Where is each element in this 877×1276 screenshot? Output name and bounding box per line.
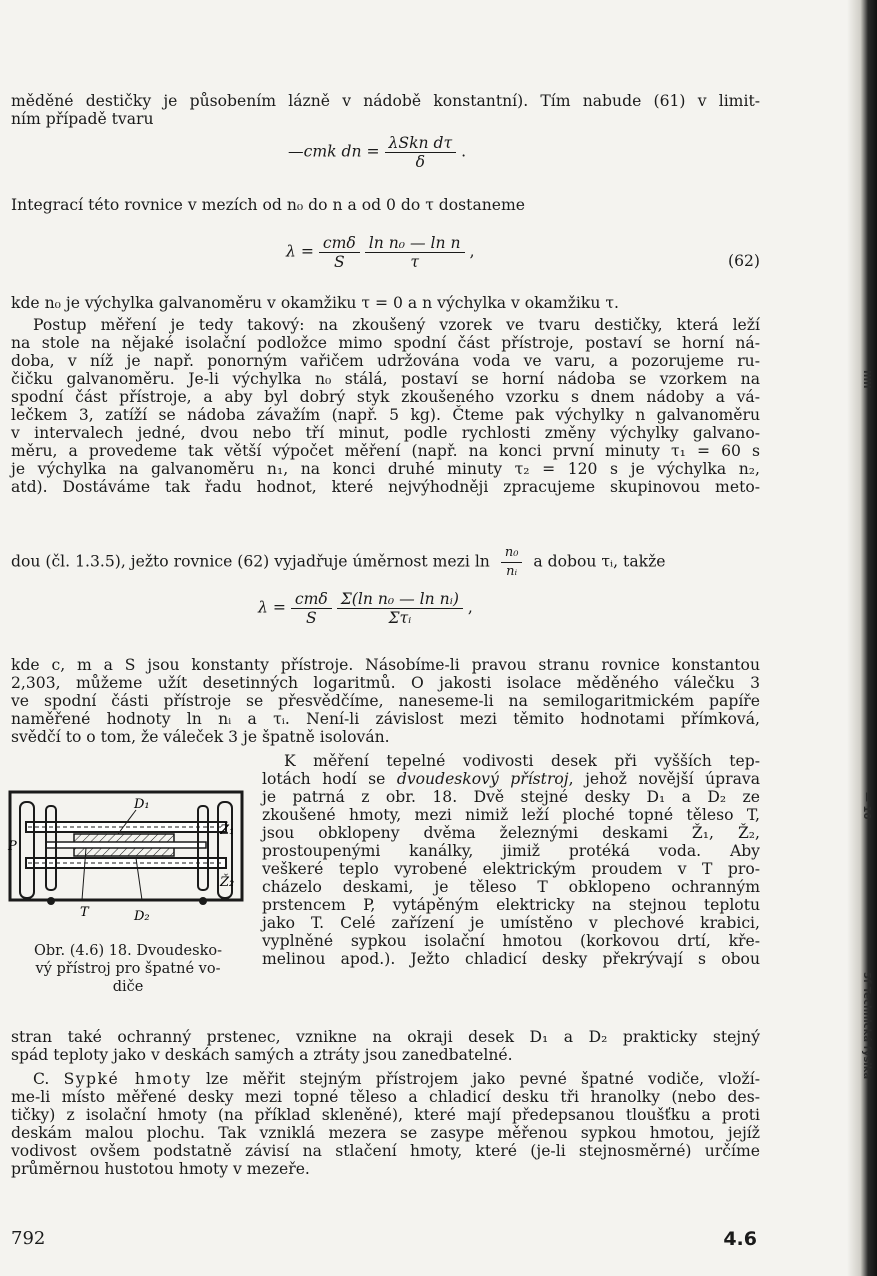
text-line: prostoupenými kanálky, jimiž protéká voda. Aby: [262, 842, 760, 860]
text-line: tičky) z isolační hmoty (na příklad skleněné), které mají předepsanou tloušťku a proti: [11, 1106, 760, 1124]
text-line: stran také ochranný prstenec, vznikne na okraji desek D₁ a D₂ prakticky stejný: [11, 1028, 760, 1046]
label-p: P: [8, 839, 17, 854]
text-line: je výchylka na galvanoměru n₁, na konci druhé minuty τ₂ = 120 s je výchylka n₂,: [11, 460, 760, 478]
eq-left: λ =: [258, 598, 286, 617]
eq-numerator: ln n₀ — ln n: [365, 234, 465, 253]
figure-caption-line: vý přístroj pro špatné vo-: [35, 961, 221, 977]
section-number: 4.6: [723, 1228, 757, 1250]
text-line: jako T. Celé zařízení je umístěno v plechové krabici,: [262, 914, 760, 932]
eq-end: .: [461, 142, 467, 161]
text-line: cházelo deskami, je těleso T obklopeno ochranným: [262, 878, 760, 896]
eq-numerator: n₀: [501, 544, 523, 563]
text-line-with-fraction: [11, 544, 666, 581]
margin-mark-mid: — 10: [861, 792, 872, 820]
text-segment: a dobou τᵢ, takže: [533, 552, 666, 571]
eq-numerator: λSkn dτ: [385, 134, 457, 153]
margin-mark-top: IIIII: [861, 370, 872, 389]
eq-end: ,: [467, 598, 473, 617]
text-line: K měření tepelné vodivosti desek při vyšších tep-: [284, 752, 760, 770]
text-line: naměřené hodnoty ln nᵢ a τᵢ. Není-li závislost mezi těmito hodnotami přímková,: [11, 710, 760, 728]
text-line: na stole na nějaké isolační podložce mimo spodní část přístroje, postaví se horní ná-: [11, 334, 760, 352]
text-line: Integrací této rovnice v mezích od n₀ do n a od 0 do τ dostaneme: [11, 196, 526, 214]
text-line: ním případě tvaru: [11, 110, 154, 128]
equation-61-limit: [288, 134, 466, 171]
text-line: svědčí to o tom, že váleček 3 je špatně isolován.: [11, 728, 390, 746]
label-z2: Ž₂: [220, 875, 235, 890]
text-line: měru, a provedeme tak větší výpočet měření (např. na konci první minuty τ₁ = 60 s: [11, 442, 760, 460]
eq-numerator: cmδ: [291, 590, 332, 609]
text-line: v intervalech jedné, dvou nebo tří minut, podle rychlosti změny výchylky galvano-: [11, 424, 760, 442]
text-line: vodivost ovšem podstatně závisí na stlačení hmoty, které (je-li stejnosměrné) určíme: [11, 1142, 760, 1160]
eq-denominator: nᵢ: [506, 564, 518, 579]
eq-fraction: [385, 134, 457, 171]
margin-mark-bottom: 5f Technická fysika: [861, 972, 872, 1080]
text-segment: , jehož novější úprava: [568, 770, 760, 788]
text-line: ve spodní části přístroje se přesvědčíme, naneseme-li na semilogaritmickém papíře: [11, 692, 760, 710]
text-segment: lze měřit stejným přístrojem jako pevné špatné vodiče, vloží-: [191, 1070, 761, 1088]
text-line: vyplněné sypkou isolační hmotou (korkovou drtí, kře-: [262, 932, 760, 950]
text-line: spodní část přístroje, a aby byl dobrý styk zkoušeného vzorku s dnem nádoby a vá-: [11, 388, 760, 406]
book-spine-shadow: [847, 0, 877, 1276]
page-number: 792: [11, 1228, 46, 1249]
eq-fraction: [365, 234, 465, 271]
left-tube: [20, 802, 34, 898]
inline-fraction: [501, 544, 523, 581]
eq-denominator: τ: [410, 253, 419, 271]
eq-fraction: [319, 234, 360, 271]
heating-element: [46, 842, 206, 848]
text-line: lečkem 3, zatíží se nádoba závažím (např. 5 kg). Čteme pak výchylky n galvanoměru: [11, 406, 760, 424]
label-t: T: [80, 905, 89, 920]
eq-denominator: S: [333, 253, 345, 271]
text-line: deskám malou plochu. Tak vzniklá mezera se zasype měřenou sypkou hmotou, jejíž: [11, 1124, 760, 1142]
text-line: průměrnou hustotou hmoty v mezeře.: [11, 1160, 310, 1178]
text-line: je patrná z obr. 18. Dvě stejné desky D₁ a D₂ ze: [262, 788, 760, 806]
text-line: doba, v níž je např. ponorným vařičem udržována voda ve varu, a pozorujeme ru-: [11, 352, 760, 370]
eq-denominator: Στᵢ: [388, 609, 412, 627]
eq-denominator: δ: [415, 153, 426, 171]
figure-caption-line: Obr. (4.6) 18. Dvoudesko-: [34, 943, 222, 959]
label-d1: D₁: [134, 797, 150, 812]
section-term: Sypké hmoty: [63, 1070, 192, 1088]
eq-numerator: cmδ: [319, 234, 360, 253]
text-line: atd). Dostáváme tak řadu hodnot, které nejvýhodněji zpracujeme skupinovou meto-: [11, 478, 760, 496]
label-d2: D₂: [134, 909, 150, 922]
eq-fraction: [337, 590, 463, 627]
apparatus-figure: [6, 782, 250, 922]
text-line: me-li místo měřené desky mezi topné těleso a chladicí desku tři hranolky (nebo des-: [11, 1088, 760, 1106]
equation-number: (62): [727, 252, 760, 270]
text-segment: lotách hodí se: [262, 770, 397, 788]
equation-62: [286, 234, 475, 271]
text-line: čičku galvanoměru. Je-li výchylka n₀ stálá, postaví se horní nádoba se vzorkem na: [11, 370, 760, 388]
eq-left: —cmk dn =: [288, 142, 380, 161]
text-line: zkoušené hmoty, mezi nimiž leží ploché topné těleso T,: [262, 806, 760, 824]
text-segment: dou (čl. 1.3.5), ježto rovnice (62) vyjadřuje úměrnost mezi ln: [11, 552, 490, 571]
text-line: 2,303, můžeme užít desetinných logaritmů. O jakosti isolace měděného válečku 3: [11, 674, 760, 692]
bolt-nut: [199, 897, 207, 905]
text-line: kde n₀ je výchylka galvanoměru v okamžiku τ = 0 a n výchylka v okamžiku τ.: [11, 294, 619, 312]
text-line: prstencem P, vytápěným elektricky na stejnou teplotu: [262, 896, 760, 914]
eq-left: λ =: [286, 242, 314, 261]
figure-caption-line: diče: [112, 979, 144, 995]
bolt-nut: [47, 897, 55, 905]
eq-denominator: S: [305, 609, 317, 627]
text-segment: C.: [33, 1070, 64, 1088]
eq-numerator: Σ(ln n₀ — ln nᵢ): [337, 590, 463, 609]
text-line: veškeré teplo vyrobené elektrickým proudem v T pro-: [262, 860, 760, 878]
label-z1: Ž₁: [220, 823, 235, 838]
eq-fraction: [291, 590, 332, 627]
text-line: Postup měření je tedy takový: na zkoušený vzorek ve tvaru destičky, která leží: [33, 316, 760, 334]
equation-sum: [258, 590, 473, 627]
eq-end: ,: [469, 242, 475, 261]
text-line: měděné destičky je působením lázně v nádobě konstantní). Tím nabude (61) v limit-: [11, 92, 760, 110]
term-emphasis: dvoudeskový přístroj: [396, 770, 569, 788]
text-line: jsou obklopeny dvěma železnými deskami Ž₁, Ž₂,: [262, 824, 760, 842]
text-line: [262, 770, 760, 788]
text-line: [11, 1070, 760, 1088]
text-line: kde c, m a S jsou konstanty přístroje. Násobíme-li pravou stranu rovnice konstantou: [11, 656, 760, 674]
text-line: melinou apod.). Ježto chladicí desky překrývají s obou: [262, 950, 760, 968]
text-line: spád teploty jako v deskách samých a ztráty jsou zanedbatelné.: [11, 1046, 513, 1064]
